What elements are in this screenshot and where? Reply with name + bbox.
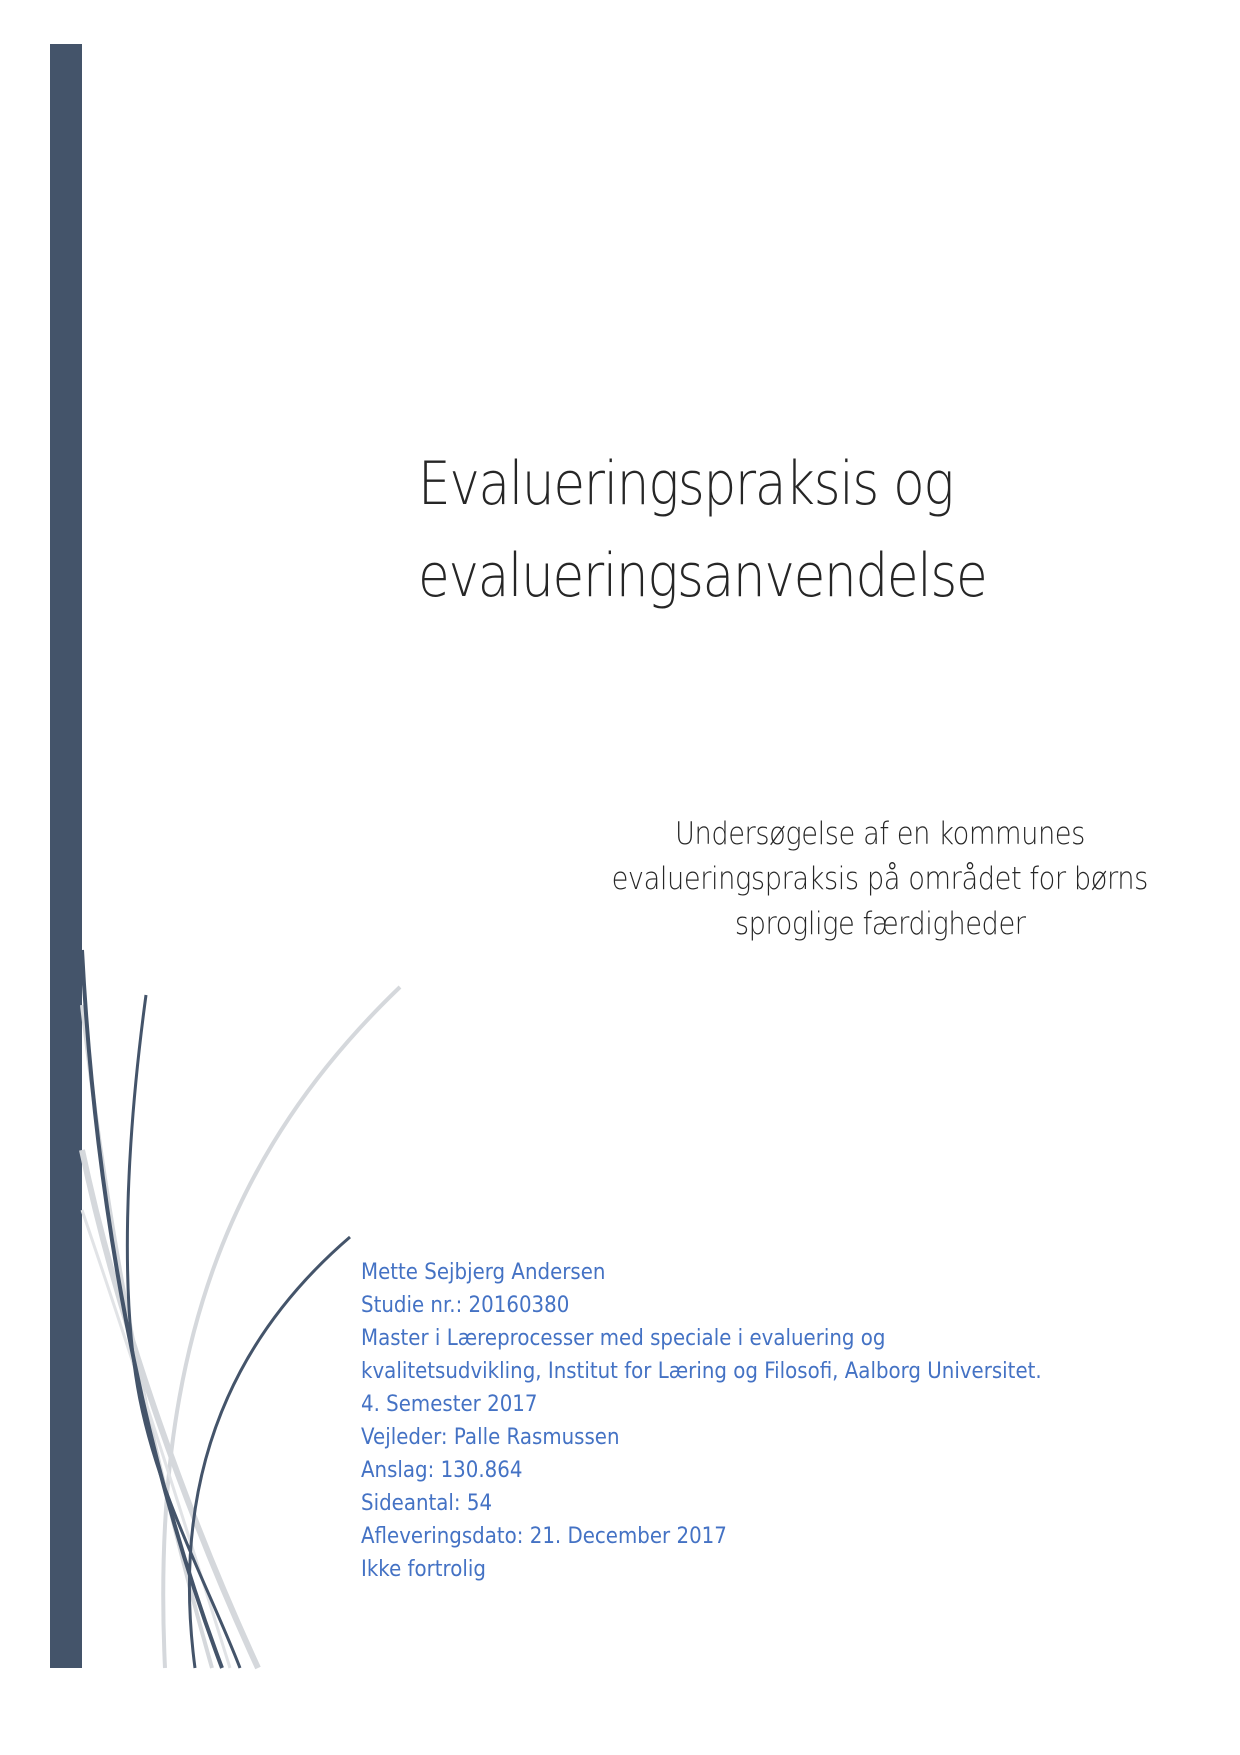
author-info-block [361, 1256, 1221, 1586]
subtitle-line-2 [540, 857, 1220, 902]
subtitle-line-1 [540, 812, 1220, 857]
program-line-2: kvalitetsudvikling, Institut for Læring og Filosofi, Aalborg Universitet. [361, 1359, 1042, 1384]
student-number: Studie nr.: 20160380 [361, 1293, 570, 1318]
title-line-1: Evalueringspraksis og [418, 449, 954, 519]
semester: 4. Semester 2017 [361, 1392, 538, 1417]
subtitle-line-1-text: Undersøgelse af en kommunes [675, 816, 1085, 852]
author-name: Mette Sejbjerg Andersen [361, 1260, 606, 1285]
supervisor: Vejleder: Palle Rasmussen [361, 1425, 620, 1450]
page-count: Sideantal: 54 [361, 1491, 493, 1516]
document-title [418, 438, 1089, 622]
character-count: Anslag: 130.864 [361, 1458, 523, 1483]
subtitle-line-3-text: sproglige færdigheder [734, 906, 1026, 942]
submission-date: Afleveringsdato: 21. December 2017 [361, 1524, 727, 1549]
subtitle-line-2-text: evalueringspraksis på området for børns [611, 861, 1149, 897]
title-line-2: evalueringsanvendelse [418, 541, 987, 611]
program-line-1: Master i Læreprocesser med speciale i evaluering og [361, 1326, 886, 1351]
document-subtitle [540, 812, 1220, 947]
confidentiality: Ikke fortrolig [361, 1557, 486, 1582]
subtitle-line-3 [540, 902, 1220, 947]
sidebar-accent-bar [50, 44, 82, 1668]
